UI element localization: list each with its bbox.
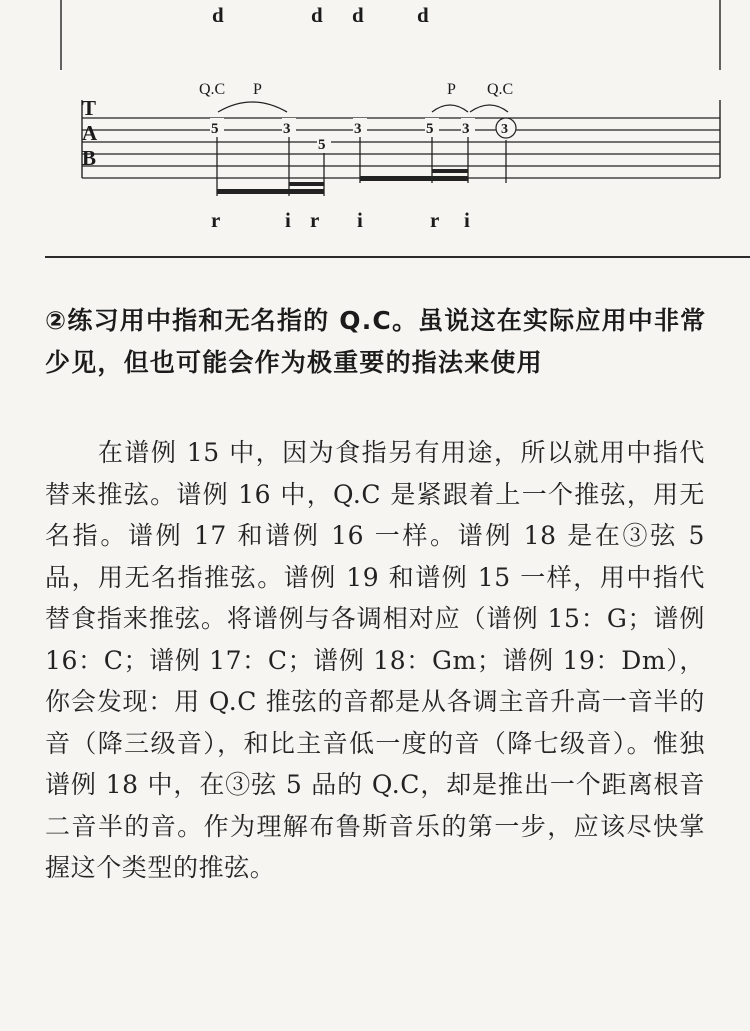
fret-number: 5 [318,137,326,153]
finger-label: i [357,208,363,232]
technique-label: P [253,81,262,98]
technique-label: P [447,81,456,98]
technique-label: Q.C [487,81,514,98]
section-heading [45,300,713,384]
finger-label: i [285,208,291,232]
fret-number-circled: 3 [501,122,508,137]
rhythm-mark: d [417,3,429,27]
rhythm-mark: d [212,3,224,27]
tab-clef-letter: T [82,96,97,120]
tab-clef-letter: A [82,121,98,145]
body-paragraph-text: 在谱例 15 中，因为食指另有用途，所以就用中指代替来推弦。谱例 16 中，Q.C 是紧跟着上一个推弦，用无名指。谱例 17 和谱例 16 一样。谱例 18 是在③弦 5 品，用无名指推弦。谱例 19 和谱例 15 一样，用中指代替食指来推弦。将谱例与各调相对应（谱例 15：G；谱例 16：C；谱例 17：C；谱例 18：Gm；谱例 19：Dm），你会发现：用 Q.C 推弦的音都是从各调主音升高一音半的音（降三级音），和比主音低一度的音（降七级音）。惟独谱例 18 中，在③弦 5 品的 Q.C，却是推出一个距离根音二音半的音。作为理解布鲁斯音乐的第一步，应该尽快掌握这个类型的推弦。 [45,438,705,882]
fret-number: 3 [354,121,362,137]
rhythm-mark: d [311,3,323,27]
guitar-tab-notation [0,0,750,262]
section-heading-text: 练习用中指和无名指的 Q.C。虽说这在实际应用中非常少见，但也可能会作为极重要的指法来使用 [45,306,707,377]
fret-number: 5 [211,121,219,137]
body-paragraph [45,432,705,889]
fret-number: 3 [283,121,291,137]
finger-label: r [211,208,221,232]
rhythm-mark: d [352,3,364,27]
finger-label: i [464,208,470,232]
finger-label: r [310,208,320,232]
fret-number: 5 [426,121,434,137]
fret-number: 3 [462,121,470,137]
finger-label: r [430,208,440,232]
section-number: ② [45,306,68,335]
technique-label: Q.C [199,81,226,98]
tab-clef-letter: B [82,146,97,170]
section-divider [45,256,750,258]
